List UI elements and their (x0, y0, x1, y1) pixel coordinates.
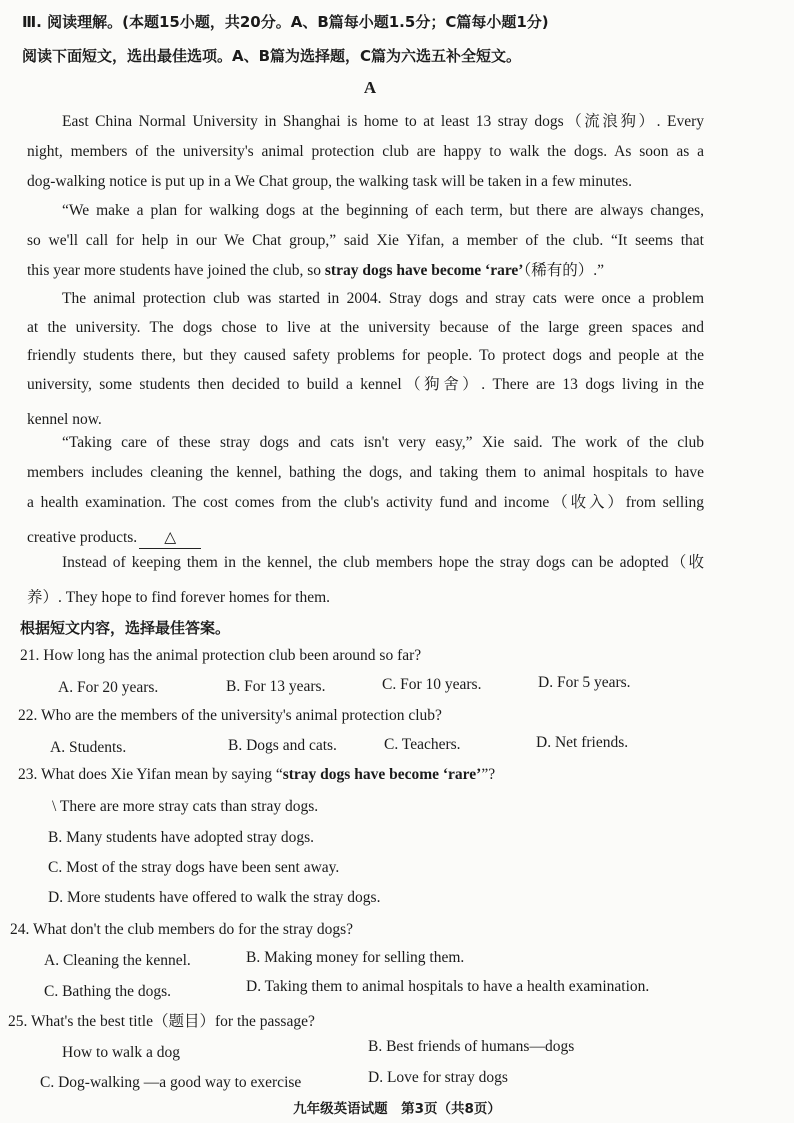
section-heading: Ⅲ. 阅读理解。(本题15小题，共20分。A、B篇每小题1.5分；C篇每小题1分) (22, 13, 549, 31)
stem-quote: stray dogs have become ‘rare’ (282, 766, 482, 783)
option-a: How to walk a dog (62, 1044, 180, 1061)
passage-line: “Taking care of these stray dogs and cats isn't very easy,” Xie said. The work of the club (62, 434, 704, 451)
task-instruction: 根据短文内容，选择最佳答案。 (20, 619, 231, 637)
option-d: D. Net friends. (536, 734, 629, 751)
passage-text: creative products. (27, 529, 138, 546)
passage-line: a health examination. The cost comes from the club's activity fund and income（收入）from selling (27, 494, 704, 511)
option-a: A. Cleaning the kennel. (44, 952, 191, 969)
passage-line: “We make a plan for walking dogs at the beginning of each term, but there are always changes, (62, 202, 704, 219)
option-a: A. Students. (50, 739, 127, 756)
question-stem: 25. What's the best title（题目）for the passage? (8, 1013, 315, 1030)
passage-line: East China Normal University in Shanghai is home to at least 13 stray dogs（流浪狗）. Every (62, 113, 704, 130)
stem-text: ”? (481, 766, 496, 783)
passage-letter: A (363, 78, 377, 97)
section-instruction: 阅读下面短文，选出最佳选项。A、B篇为选择题，C篇为六选五补全短文。 (22, 47, 522, 65)
passage-line: kennel now. (27, 411, 102, 428)
passage-line (27, 528, 201, 549)
option-d: D. Love for stray dogs (368, 1069, 508, 1086)
passage-line: dog-walking notice is put up in a We Chat group, the walking task will be taken in a few minutes. (27, 173, 632, 190)
passage-line: friendly students there, but they caused safety problems for people. To protect dogs and people at the (27, 347, 704, 364)
question-stem (18, 765, 495, 785)
option-d: D. For 5 years. (538, 674, 631, 691)
option-c: C. For 10 years. (382, 676, 482, 693)
option-b: B. Many students have adopted stray dogs. (48, 829, 315, 846)
option-d: D. More students have offered to walk the stray dogs. (48, 889, 381, 906)
passage-line: university, some students then decided to build a kennel（狗舍）. There are 13 dogs living in the (27, 376, 704, 393)
passage-text: （稀有的）.” (523, 262, 604, 279)
passage-line: night, members of the university's animal protection club are happy to walk the dogs. As soon as a (27, 143, 704, 160)
passage-line: Instead of keeping them in the kennel, the club members hope the stray dogs can be adopted（收 (62, 554, 704, 571)
passage-text: this year more students have joined the club, so (27, 262, 325, 279)
option-c: C. Teachers. (384, 736, 461, 753)
passage-line: members includes cleaning the kennel, bathing the dogs, and taking them to animal hospitals to have (27, 464, 704, 481)
passage-line: The animal protection club was started in 2004. Stray dogs and stray cats were once a problem (62, 290, 704, 307)
page-footer: 九年级英语试题 第3页（共8页） (293, 1101, 501, 1117)
option-b: B. Dogs and cats. (228, 737, 337, 754)
option-a: \ There are more stray cats than stray dogs. (52, 798, 319, 815)
answer-blank: △ (139, 528, 201, 549)
option-a: A. For 20 years. (58, 679, 159, 696)
stem-text: 23. What does Xie Yifan mean by saying “ (18, 766, 283, 783)
option-b: B. Best friends of humans—dogs (368, 1038, 575, 1055)
passage-line (27, 261, 604, 281)
option-c: C. Bathing the dogs. (44, 983, 172, 1000)
question-stem: 21. How long has the animal protection club been around so far? (20, 647, 422, 664)
option-c: C. Dog-walking —a good way to exercise (40, 1074, 302, 1091)
quoted-phrase: stray dogs have become ‘rare’ (324, 262, 524, 279)
passage-line: 养）. They hope to find forever homes for them. (27, 589, 331, 606)
question-stem: 24. What don't the club members do for the stray dogs? (10, 921, 353, 938)
option-c: C. Most of the stray dogs have been sent away. (48, 859, 340, 876)
passage-line: at the university. The dogs chose to live at the university because of the large green spaces and (27, 319, 704, 336)
option-b: B. For 13 years. (226, 678, 326, 695)
passage-line: so we'll call for help in our We Chat group,” said Xie Yifan, a member of the club. “It seems that (27, 232, 704, 249)
option-b: B. Making money for selling them. (246, 949, 465, 966)
option-d: D. Taking them to animal hospitals to have a health examination. (246, 978, 650, 995)
question-stem: 22. Who are the members of the university's animal protection club? (18, 707, 442, 724)
